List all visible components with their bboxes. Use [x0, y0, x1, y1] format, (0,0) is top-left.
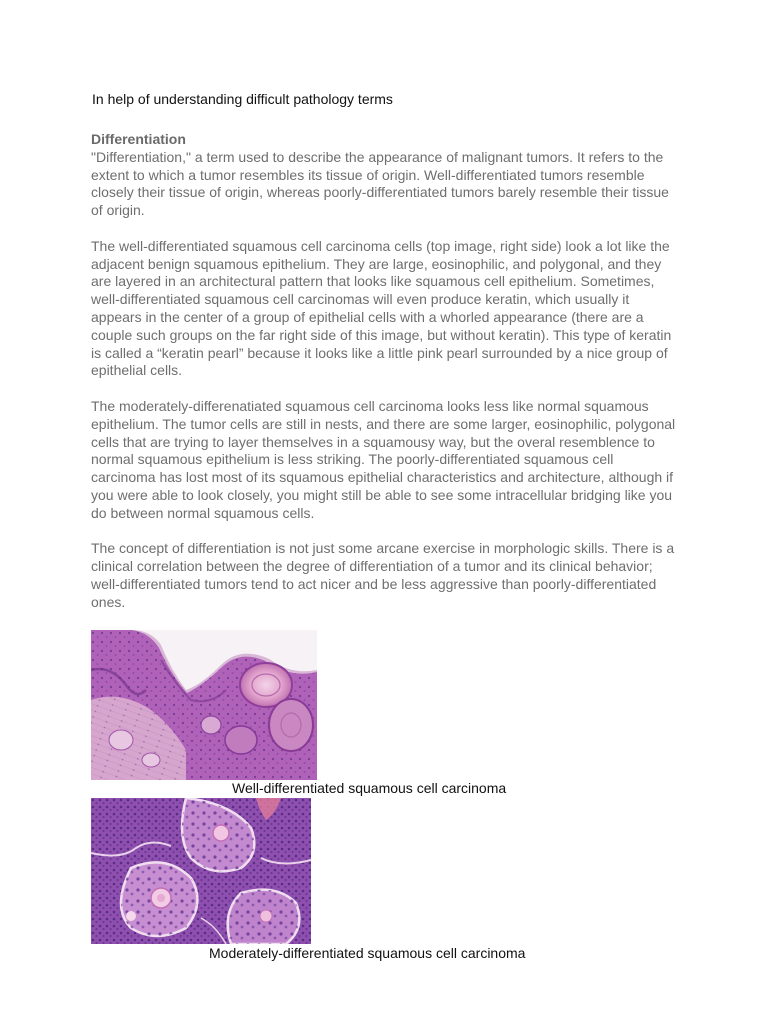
figure-caption-moderately-differentiated: Moderately-differentiated squamous cell carcinoma: [209, 945, 526, 961]
paragraph-well-differentiated: The well-differentiated squamous cell carcinoma cells (top image, right side) look a lot like the adjacent benign squamous epithelium. They are large, eosinophilic, and polygonal, and they are layered in an architectural pattern that looks like squamous cell epithelium. Sometimes, well-differentiated squamous cell carcinomas will even produce keratin, which usually it appears in the center of a group of epithelial cells with a whorled appearance (there are a couple such groups on the far right side of this image, but without keratin). This type of keratin is called a “keratin pearl” because it looks like a little pink pearl surrounded by a nice group of epithelial cells.: [91, 237, 672, 379]
paragraph-clinical-correlation: The concept of differentiation is not just some arcane exercise in morphologic skills. There is a clinical correlation between the degree of differentiation of a tumor and its clinical behavior; well-differentiated tumors tend to act nicer and be less aggressive than poorly-differentiated ones.: [91, 540, 675, 610]
moderately-differentiated-micrograph: [91, 798, 311, 944]
figure-caption-well-differentiated: Well-differentiated squamous cell carcinoma: [232, 780, 507, 796]
well-differentiated-micrograph: [91, 630, 317, 780]
paragraph-definition: "Differentiation," a term used to describe the appearance of malignant tumors. It refers to the extent to which a tumor resembles its tissue of origin. Well-differentiated tumors resemble closely their tissue of origin, whereas poorly-differentiated tumors barely resemble their tissue of origin.: [91, 148, 669, 219]
page-header: In help of understanding difficult pathology terms: [92, 91, 393, 107]
paragraph-moderately-differentiated: The moderately-differenatiated squamous cell carcinoma looks less like normal squamous epithelium. The tumor cells are still in nests, and there are some larger, eosinophilic, polygonal cells that are trying to layer themselves in a squamousy way, but the overal resemblence to normal squamous epithelium is less striking. The poorly-differentiated squamous cell carcinoma has lost most of its squamous epithelial characteristics and architecture, although if you were able to look closely, you might still be able to see some intracellular bridging like you do between normal squamous cells.: [91, 397, 676, 521]
document-body: [91, 131, 681, 612]
section-heading: Differentiation: [91, 131, 186, 147]
